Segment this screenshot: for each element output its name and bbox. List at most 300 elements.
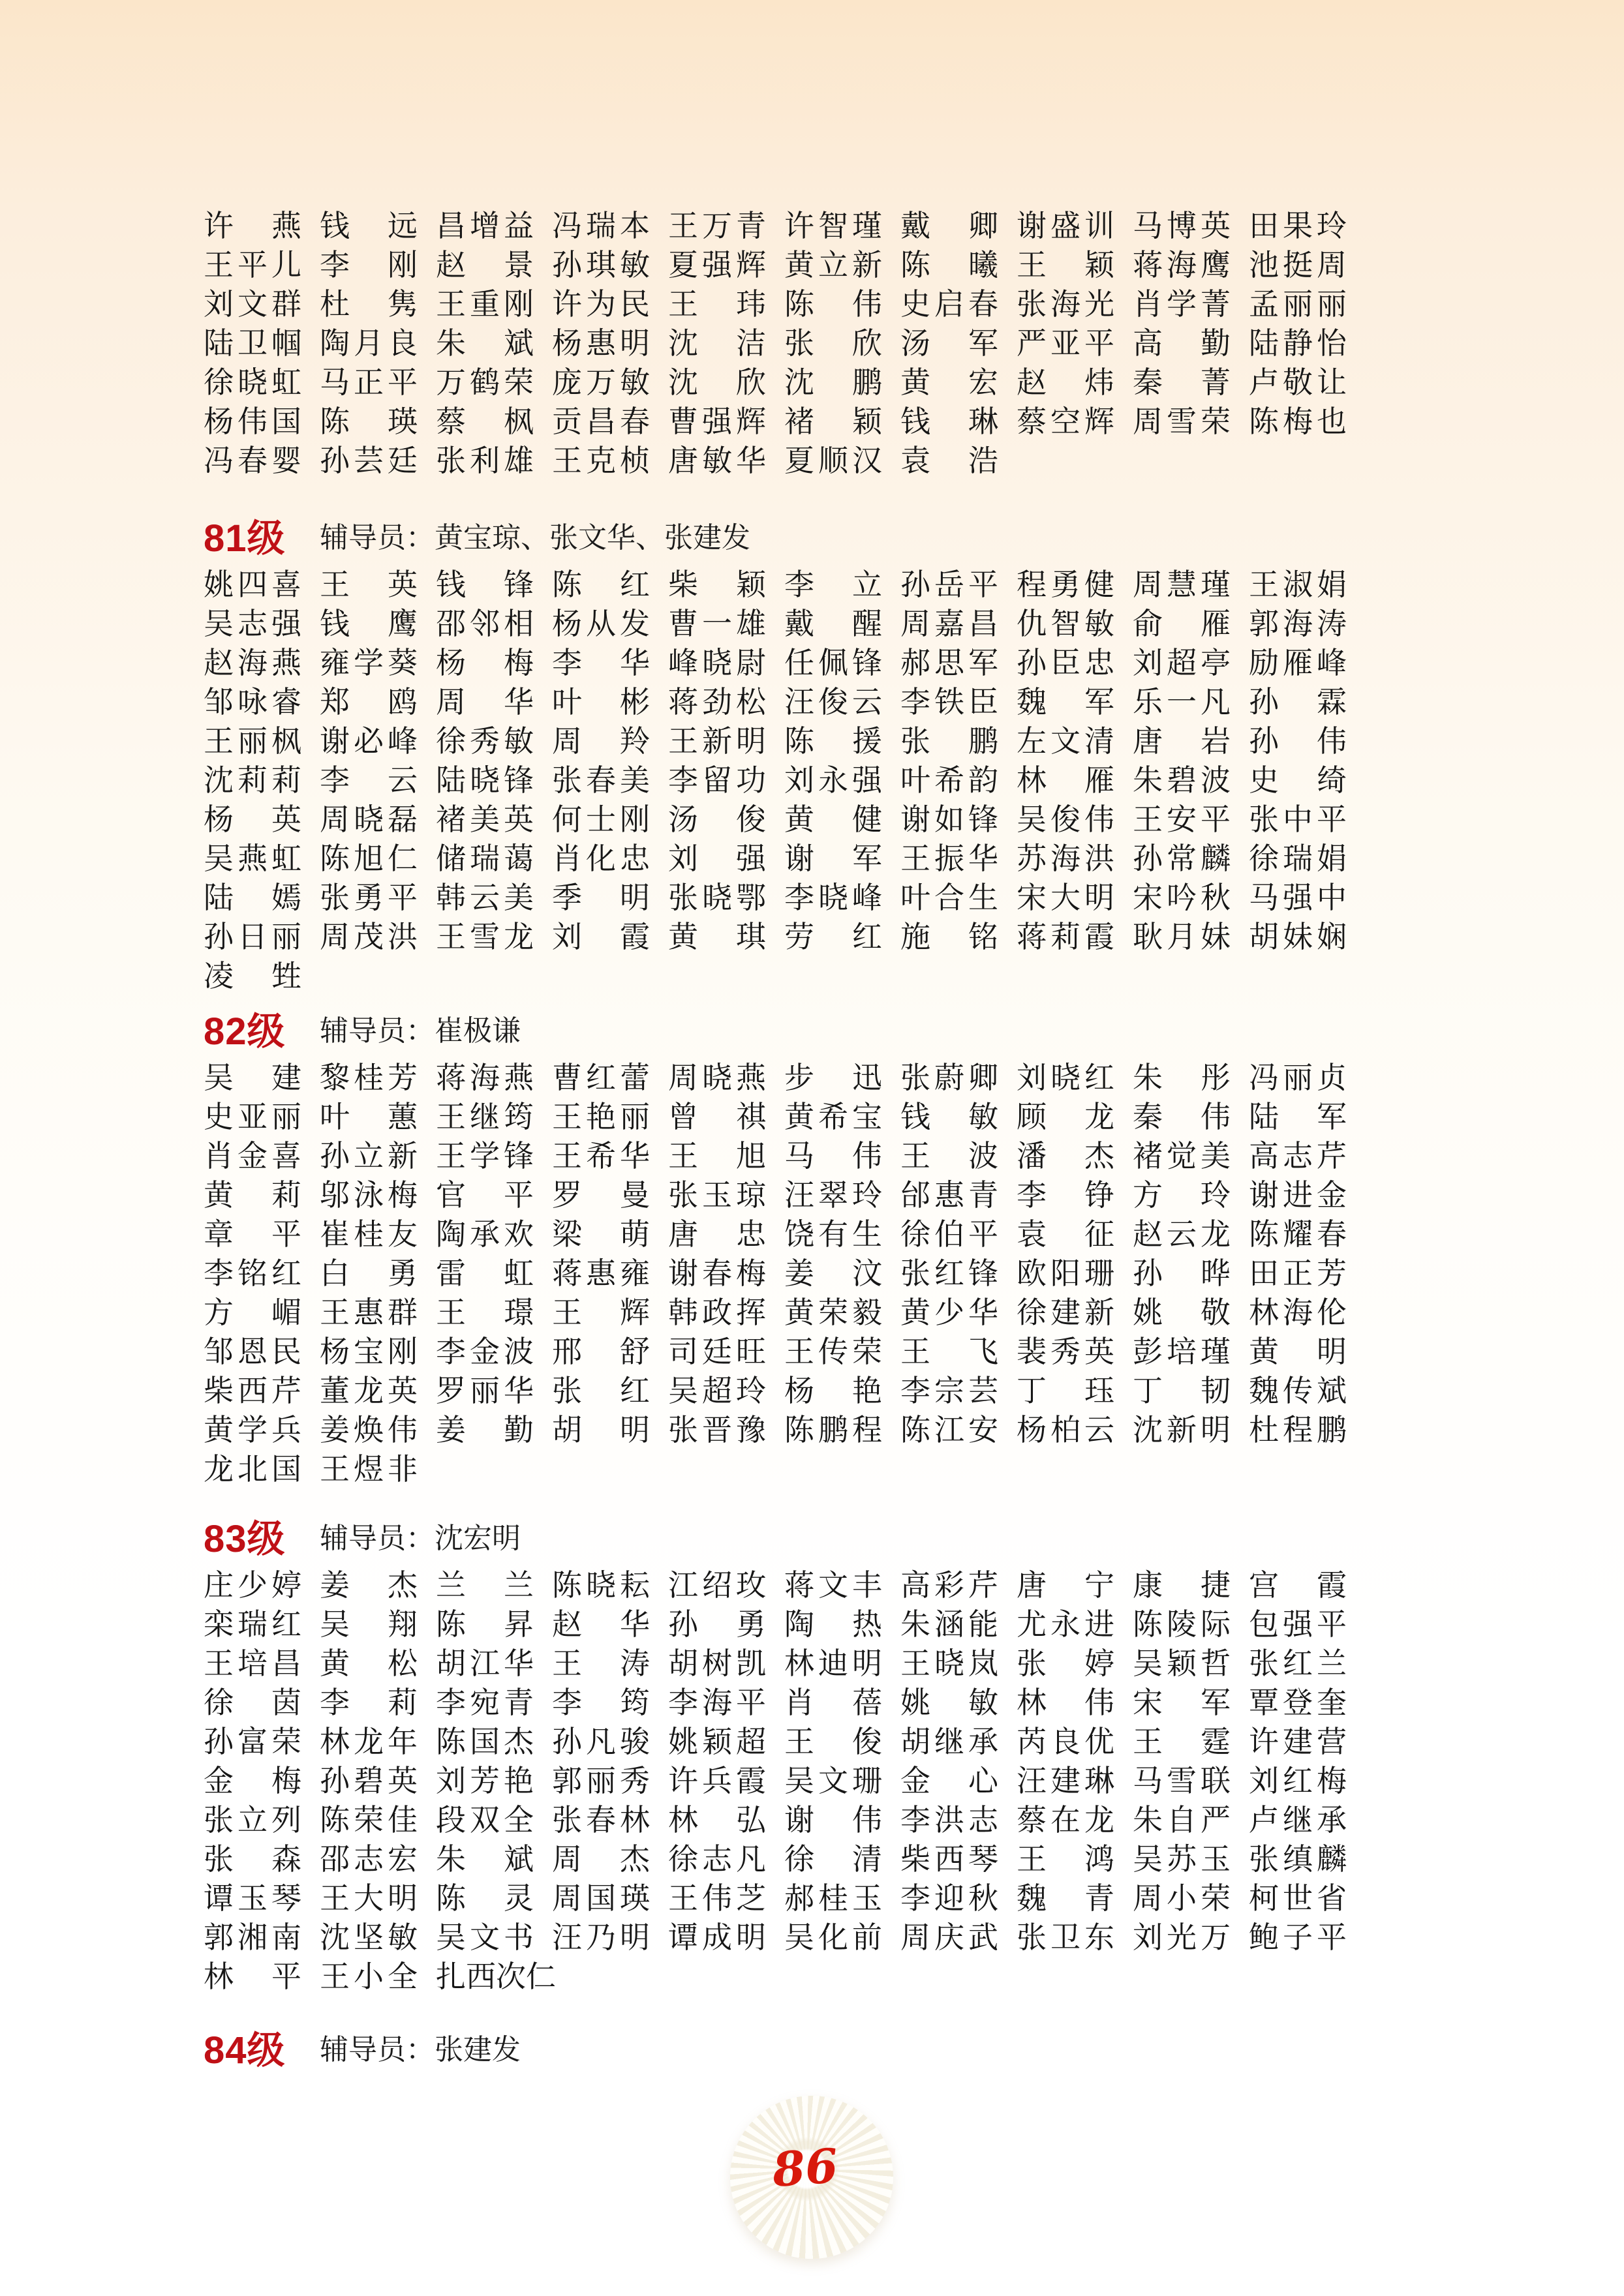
name-char: 军 <box>1201 1686 1231 1719</box>
name-char: 平 <box>388 881 418 914</box>
name-char: 杰 <box>620 1843 650 1876</box>
name-char: 英 <box>388 1764 418 1798</box>
name-char: 程 <box>1283 1413 1313 1447</box>
student-name <box>320 1333 418 1371</box>
name-char: 雄 <box>736 607 766 641</box>
student-name <box>784 403 882 441</box>
student-name <box>320 1919 418 1957</box>
name-char: 春 <box>237 444 268 477</box>
name-char: 陆 <box>1249 1100 1279 1134</box>
name-char: 杜 <box>1249 1413 1279 1447</box>
name-char: 伟 <box>1084 1686 1114 1719</box>
name-char: 留 <box>702 764 732 797</box>
name-char: 玮 <box>736 288 766 321</box>
student-name <box>1017 644 1114 682</box>
student-name <box>1133 840 1231 878</box>
student-name <box>1017 247 1114 284</box>
name-char: 孟 <box>1249 288 1279 321</box>
student-name <box>668 286 766 324</box>
name-char: 芝 <box>736 1882 766 1915</box>
name-char: 王 <box>552 1140 582 1173</box>
name-char: 云 <box>1084 1413 1114 1447</box>
name-char: 玲 <box>736 1374 766 1408</box>
name-char: 舒 <box>620 1335 650 1368</box>
name-char: 章 <box>204 1218 234 1251</box>
name-char: 伟 <box>852 1804 882 1837</box>
name-char: 嫣 <box>271 881 301 914</box>
name-char: 伟 <box>237 405 268 438</box>
name-char: 徐 <box>204 366 234 399</box>
name-char: 王 <box>1133 803 1163 836</box>
name-char: 海 <box>470 1061 500 1095</box>
name-char: 文 <box>818 1764 848 1798</box>
name-char: 进 <box>1084 1608 1114 1641</box>
name-char: 霞 <box>736 1764 766 1798</box>
name-char: 周 <box>436 686 466 719</box>
name-char: 空 <box>1050 405 1080 438</box>
name-char: 一 <box>1167 686 1197 719</box>
name-char: 霖 <box>1317 686 1347 719</box>
name-char: 秦 <box>1133 366 1163 399</box>
name-char: 莉 <box>237 764 268 797</box>
name-char: 锋 <box>504 764 534 797</box>
name-char: 颖 <box>852 405 882 438</box>
student-name <box>784 1762 882 1800</box>
student-name <box>1249 1255 1347 1293</box>
name-char: 胡 <box>668 1647 698 1680</box>
student-name <box>204 1645 301 1683</box>
name-char: 平 <box>388 366 418 399</box>
name-char: 袁 <box>900 444 930 477</box>
student-name <box>1133 247 1231 284</box>
name-char: 西 <box>237 1374 268 1408</box>
student-name <box>900 762 998 800</box>
name-char: 扎 <box>436 1960 466 1993</box>
name-char: 韧 <box>1201 1374 1231 1408</box>
name-char: 森 <box>271 1843 301 1876</box>
name-char: 铭 <box>968 920 998 954</box>
student-name <box>1017 1880 1114 1918</box>
name-char: 邬 <box>320 1179 350 1212</box>
student-name <box>320 325 418 363</box>
name-char: 王 <box>1249 568 1279 601</box>
student-name <box>1017 1567 1114 1605</box>
name-char: 强 <box>852 764 882 797</box>
student-name <box>784 801 882 839</box>
student-name <box>668 879 766 917</box>
student-name <box>784 207 882 245</box>
name-char: 辉 <box>736 249 766 282</box>
name-char: 江 <box>934 1413 964 1447</box>
name-char: 李 <box>784 881 814 914</box>
name-char: 唐 <box>1133 725 1163 758</box>
name-char: 高 <box>1249 1140 1279 1173</box>
student-name <box>552 1412 650 1449</box>
student-name <box>436 801 534 839</box>
name-char: 佩 <box>818 646 848 680</box>
name-char: 丽 <box>1283 1061 1313 1095</box>
name-char: 瑞 <box>1283 842 1313 875</box>
name-char: 冯 <box>552 209 582 243</box>
name-char: 慧 <box>1167 568 1197 601</box>
name-char: 鸥 <box>388 686 418 719</box>
name-char: 伯 <box>934 1218 964 1251</box>
name-char: 王 <box>552 1647 582 1680</box>
student-name <box>668 1645 766 1683</box>
student-name <box>784 723 882 761</box>
name-char: 徐 <box>1249 842 1279 875</box>
student-name <box>552 247 650 284</box>
name-char: 骏 <box>620 1725 650 1759</box>
name-char: 中 <box>1317 881 1347 914</box>
names-grid-82 <box>204 1059 1352 1489</box>
student-name <box>204 403 301 441</box>
name-char: 琪 <box>736 920 766 954</box>
student-name <box>1249 1723 1347 1761</box>
name-char: 强 <box>736 842 766 875</box>
name-char: 杨 <box>204 803 234 836</box>
name-char: 陆 <box>204 327 234 360</box>
name-char: 丽 <box>271 920 301 954</box>
student-name <box>552 684 650 721</box>
name-char: 郑 <box>320 686 350 719</box>
name-char: 张 <box>436 444 466 477</box>
grade-82-header <box>204 1005 1352 1051</box>
student-name <box>320 364 418 402</box>
name-char: 张 <box>784 327 814 360</box>
name-char: 辉 <box>1084 405 1114 438</box>
name-char: 琳 <box>1084 1764 1114 1798</box>
student-name <box>1133 1567 1231 1605</box>
grade-83-header <box>204 1513 1352 1558</box>
name-char: 郭 <box>552 1764 582 1798</box>
name-char: 敏 <box>388 1921 418 1954</box>
name-char: 郝 <box>784 1882 814 1915</box>
name-char: 陈 <box>1249 1218 1279 1251</box>
name-char: 吴 <box>204 1061 234 1095</box>
name-char: 陈 <box>552 1569 582 1602</box>
name-char: 钱 <box>320 607 350 641</box>
name-char: 芹 <box>271 1374 301 1408</box>
name-char: 曾 <box>668 1100 698 1134</box>
name-char: 丽 <box>271 1100 301 1134</box>
student-name <box>204 247 301 284</box>
name-char: 彩 <box>934 1569 964 1602</box>
student-name <box>1017 286 1114 324</box>
name-char: 兰 <box>1317 1647 1347 1680</box>
student-name <box>1249 247 1347 284</box>
student-name <box>204 1412 301 1449</box>
name-char: 梅 <box>1317 1764 1347 1798</box>
name-char: 霞 <box>620 920 650 954</box>
name-char: 全 <box>504 1804 534 1837</box>
name-char: 晓 <box>237 366 268 399</box>
student-name <box>204 1255 301 1293</box>
student-name <box>1017 879 1114 917</box>
name-char: 传 <box>818 1335 848 1368</box>
name-char: 叶 <box>552 686 582 719</box>
student-name <box>1017 1294 1114 1332</box>
name-char: 璟 <box>504 1296 534 1329</box>
name-char: 大 <box>1050 881 1080 914</box>
name-char: 宝 <box>354 1335 384 1368</box>
name-char: 金 <box>204 1764 234 1798</box>
name-char: 峰 <box>1317 646 1347 680</box>
name-char: 本 <box>620 209 650 243</box>
name-char: 王 <box>668 1882 698 1915</box>
name-char: 斌 <box>504 1843 534 1876</box>
name-char: 江 <box>470 1647 500 1680</box>
name-char: 臣 <box>1050 646 1080 680</box>
name-char: 华 <box>620 1608 650 1641</box>
name-char: 马 <box>1249 881 1279 914</box>
name-char: 际 <box>1201 1608 1231 1641</box>
name-char: 峰 <box>668 646 698 680</box>
name-char: 蒋 <box>436 1061 466 1095</box>
name-char: 庄 <box>204 1569 234 1602</box>
name-char: 史 <box>900 288 930 321</box>
student-name <box>784 1684 882 1722</box>
name-char: 汪 <box>784 686 814 719</box>
student-name <box>1017 684 1114 721</box>
student-name <box>552 605 650 643</box>
name-char: 云 <box>470 881 500 914</box>
name-char: 李 <box>668 1686 698 1719</box>
student-name <box>900 1919 998 1957</box>
name-char: 美 <box>1201 1140 1231 1173</box>
name-char: 惠 <box>354 1296 384 1329</box>
student-name <box>1017 325 1114 363</box>
name-char: 晓 <box>818 881 848 914</box>
name-char: 海 <box>1050 842 1080 875</box>
name-char: 王 <box>668 1140 698 1173</box>
counselor-line-84 <box>320 2026 521 2068</box>
name-char: 湘 <box>237 1921 268 1954</box>
name-char: 筠 <box>504 1100 534 1134</box>
name-char: 蔡 <box>436 405 466 438</box>
name-char: 陈 <box>436 1608 466 1641</box>
name-char: 迪 <box>818 1647 848 1680</box>
student-name <box>204 918 301 956</box>
name-char: 能 <box>968 1608 998 1641</box>
page-number: 86 <box>771 2137 840 2198</box>
name-char: 韩 <box>668 1296 698 1329</box>
name-char: 雪 <box>1167 1764 1197 1798</box>
name-char: 建 <box>1050 1296 1080 1329</box>
name-char: 赵 <box>1133 1218 1163 1251</box>
name-char: 曹 <box>552 1061 582 1095</box>
name-char: 叶 <box>900 764 930 797</box>
name-char: 江 <box>668 1569 698 1602</box>
name-char: 晋 <box>702 1413 732 1447</box>
name-char: 姜 <box>320 1569 350 1602</box>
name-char: 池 <box>1249 249 1279 282</box>
name-char: 官 <box>436 1179 466 1212</box>
name-char: 陈 <box>1249 405 1279 438</box>
name-char: 柏 <box>1050 1413 1080 1447</box>
name-char: 文 <box>470 1921 500 1954</box>
name-char: 相 <box>504 607 534 641</box>
student-name <box>668 918 766 956</box>
name-char: 雍 <box>620 1257 650 1290</box>
name-char: 忠 <box>620 842 650 875</box>
name-char: 兰 <box>436 1569 466 1602</box>
student-name <box>204 1958 301 1996</box>
student-name <box>320 840 418 878</box>
student-name <box>1249 566 1347 604</box>
student-name <box>668 207 766 245</box>
name-char: 邰 <box>900 1179 930 1212</box>
name-char: 燕 <box>736 1061 766 1095</box>
name-char: 伟 <box>852 288 882 321</box>
name-char: 平 <box>736 1686 766 1719</box>
student-name <box>784 1841 882 1879</box>
name-char: 文 <box>818 1569 848 1602</box>
name-char: 孙 <box>552 249 582 282</box>
name-char: 瑾 <box>1201 1335 1231 1368</box>
name-char: 朱 <box>900 1608 930 1641</box>
name-char: 承 <box>1317 1804 1347 1837</box>
student-name <box>552 1177 650 1215</box>
name-char: 优 <box>1084 1725 1114 1759</box>
name-char: 胡 <box>1249 920 1279 954</box>
name-char: 莉 <box>388 1686 418 1719</box>
student-name <box>1017 1684 1114 1722</box>
name-char: 超 <box>702 1374 732 1408</box>
name-char: 岳 <box>934 568 964 601</box>
name-char: 包 <box>1249 1608 1279 1641</box>
name-char: 俊 <box>1050 803 1080 836</box>
name-char: 锋 <box>968 1257 998 1290</box>
student-name <box>668 1412 766 1449</box>
name-char: 亚 <box>1050 327 1080 360</box>
student-name <box>668 1372 766 1410</box>
name-char: 周 <box>1133 1882 1163 1915</box>
name-char: 军 <box>1317 1100 1347 1134</box>
name-char: 强 <box>271 607 301 641</box>
name-char: 邵 <box>320 1843 350 1876</box>
name-char: 刘 <box>1017 1061 1047 1095</box>
student-name <box>668 1333 766 1371</box>
name-char: 冯 <box>1249 1061 1279 1095</box>
name-char: 龙 <box>354 1374 384 1408</box>
name-char: 西 <box>466 1960 496 1993</box>
student-name <box>668 1177 766 1215</box>
counselor-prefix: 辅导员： <box>320 2034 435 2066</box>
name-char: 敏 <box>968 1686 998 1719</box>
name-char: 曹 <box>668 405 698 438</box>
name-char: 蒋 <box>1017 920 1047 954</box>
name-char: 艳 <box>586 1100 616 1134</box>
name-char: 珏 <box>1084 1374 1114 1408</box>
name-char: 艳 <box>504 1764 534 1798</box>
name-char: 麟 <box>1317 1843 1347 1876</box>
name-char: 莉 <box>271 764 301 797</box>
name-char: 谢 <box>1017 209 1047 243</box>
name-char: 龙 <box>504 920 534 954</box>
name-char: 赵 <box>436 249 466 282</box>
name-char: 营 <box>1317 1725 1347 1759</box>
name-char: 沈 <box>784 366 814 399</box>
name-char: 饶 <box>784 1218 814 1251</box>
name-char: 邻 <box>470 607 500 641</box>
name-char: 喜 <box>271 1140 301 1173</box>
name-char: 联 <box>1201 1764 1231 1798</box>
student-name <box>552 566 650 604</box>
student-name <box>784 364 882 402</box>
name-char: 王 <box>320 1296 350 1329</box>
student-name <box>552 1919 650 1957</box>
student-name <box>552 762 650 800</box>
student-name <box>900 1177 998 1215</box>
student-name <box>900 840 998 878</box>
name-char: 吴 <box>1133 1647 1163 1680</box>
name-char: 王 <box>204 725 234 758</box>
name-char: 明 <box>736 725 766 758</box>
name-char: 明 <box>1317 1335 1347 1368</box>
name-char: 王 <box>436 1100 466 1134</box>
name-char: 陶 <box>784 1608 814 1641</box>
name-char: 玉 <box>702 1179 732 1212</box>
name-char: 华 <box>620 646 650 680</box>
name-char: 援 <box>852 725 882 758</box>
student-name <box>1249 1645 1347 1683</box>
name-char: 宏 <box>968 366 998 399</box>
student-name <box>784 1412 882 1449</box>
student-name <box>320 1372 418 1410</box>
name-char: 鲍 <box>1249 1921 1279 1954</box>
counselor-line-82 <box>320 1007 521 1049</box>
student-name <box>1017 1919 1114 1957</box>
name-char: 励 <box>1249 646 1279 680</box>
name-char: 少 <box>934 1296 964 1329</box>
name-char: 红 <box>852 920 882 954</box>
name-char: 煜 <box>354 1453 384 1486</box>
name-char: 美 <box>620 764 650 797</box>
student-name <box>436 207 534 245</box>
name-char: 杰 <box>388 1569 418 1602</box>
name-char: 金 <box>470 1335 500 1368</box>
name-char: 筠 <box>620 1686 650 1719</box>
student-name <box>1249 1606 1347 1644</box>
name-char: 瑞 <box>470 842 500 875</box>
name-char: 宗 <box>934 1374 964 1408</box>
name-char: 孙 <box>1249 725 1279 758</box>
name-char: 杨 <box>552 607 582 641</box>
name-char: 忠 <box>736 1218 766 1251</box>
name-char: 昌 <box>436 209 466 243</box>
name-char: 杨 <box>784 1374 814 1408</box>
student-name <box>668 1684 766 1722</box>
student-name <box>552 1138 650 1175</box>
name-char: 黄 <box>668 920 698 954</box>
student-name <box>1249 1567 1347 1605</box>
name-char: 志 <box>237 607 268 641</box>
student-name <box>784 1567 882 1605</box>
student-name <box>436 403 534 441</box>
name-char: 王 <box>320 1960 350 1993</box>
student-name <box>552 1333 650 1371</box>
name-char: 海 <box>1283 607 1313 641</box>
student-name <box>1249 286 1347 324</box>
student-name <box>1133 644 1231 682</box>
name-char: 建 <box>271 1061 301 1095</box>
student-name <box>1249 1098 1347 1136</box>
name-char: 苏 <box>1017 842 1047 875</box>
name-char: 黄 <box>1249 1335 1279 1368</box>
name-char: 红 <box>620 568 650 601</box>
name-char: 从 <box>586 607 616 641</box>
